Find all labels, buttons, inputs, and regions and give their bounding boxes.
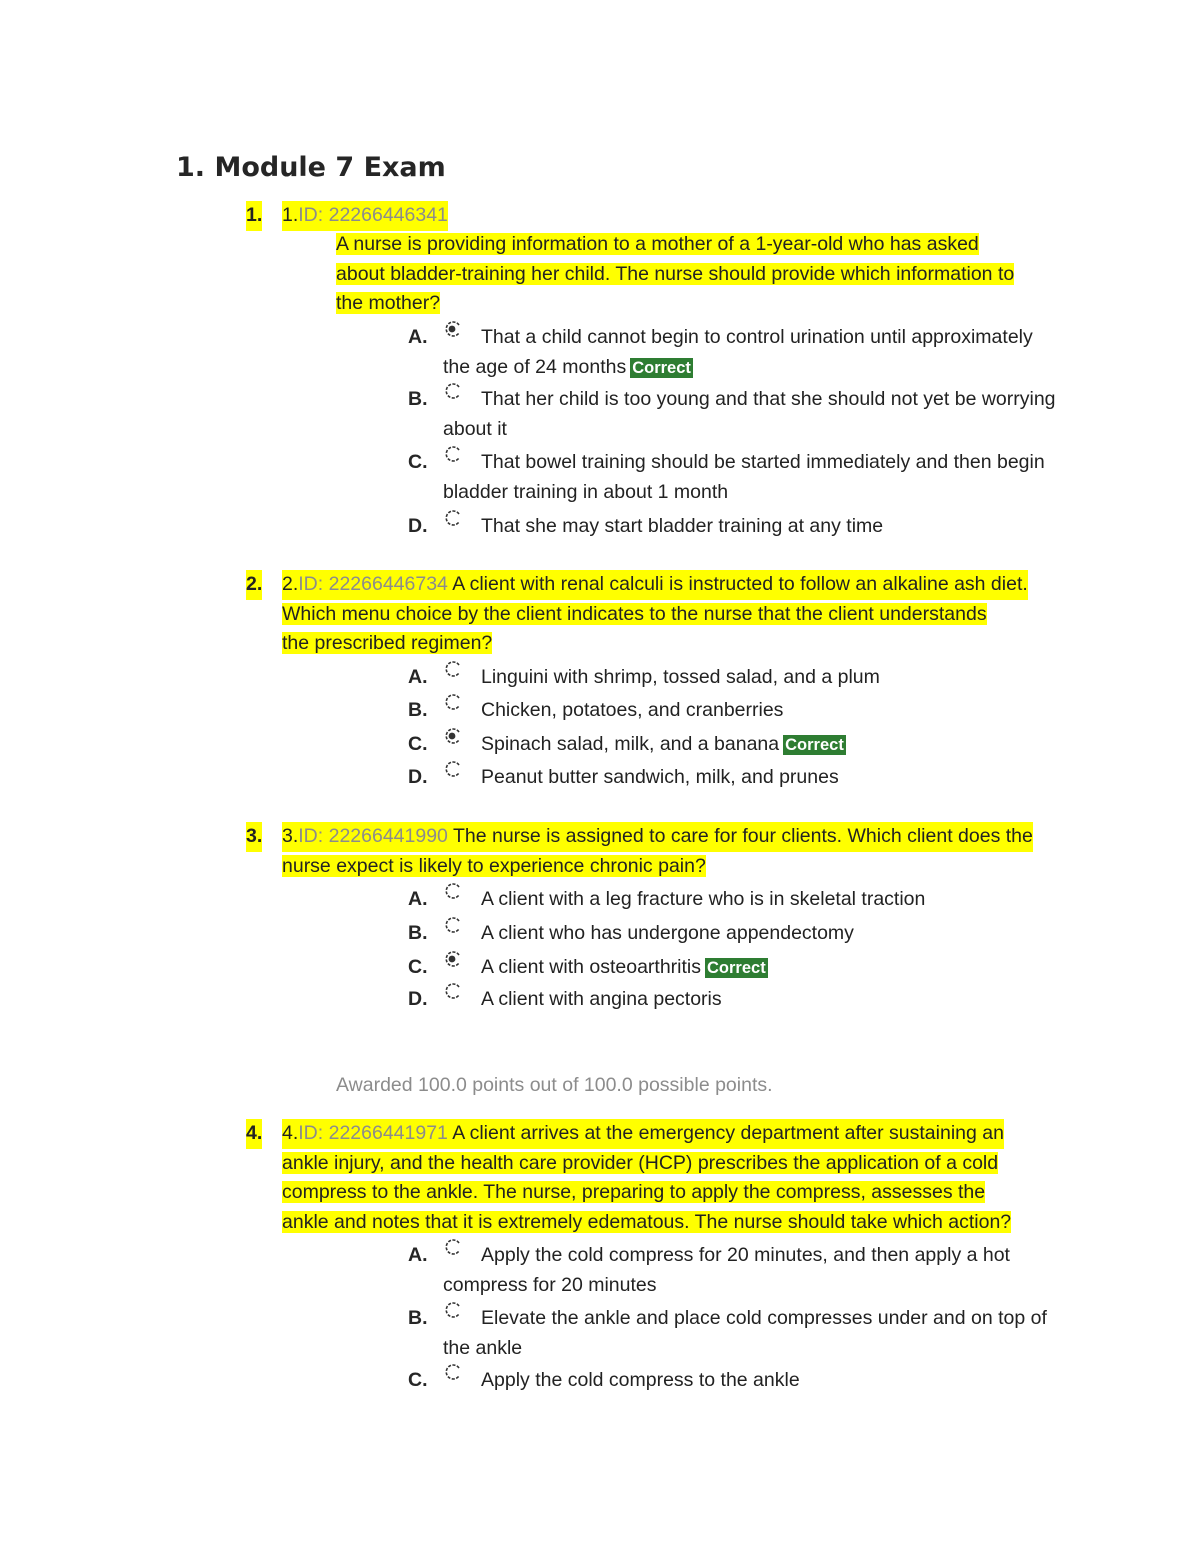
awarded-points: Awarded 100.0 points out of 100.0 possible points. xyxy=(336,1074,773,1096)
question-number: 3. xyxy=(246,822,262,852)
option-letter: A. xyxy=(408,666,428,688)
option-letter: D. xyxy=(408,988,428,1010)
option-text-wrap xyxy=(443,919,1063,949)
option-text: A client with a leg fracture who is in skeletal traction xyxy=(481,888,926,910)
question-id-line xyxy=(282,1119,1004,1149)
option-text-wrap xyxy=(443,985,1063,1015)
correct-badge: Correct xyxy=(785,736,844,754)
option-text-wrap xyxy=(443,1304,1063,1363)
option-text-wrap xyxy=(443,663,1063,693)
option-text-wrap xyxy=(443,953,1063,984)
option-text: That she may start bladder training at any time xyxy=(481,515,884,537)
question-number: 4. xyxy=(246,1119,262,1149)
question-text-line: ankle injury, and the health care provider (HCP) prescribes the application of a cold xyxy=(282,1151,999,1174)
question-id-prefix: 1. xyxy=(282,204,299,226)
option-letter: A. xyxy=(408,1244,428,1266)
question-id-prefix: 3. xyxy=(282,825,299,847)
question-id: ID: 22266441990 xyxy=(298,825,448,847)
question-text-first: A client with renal calculi is instructed to follow an alkaline ash diet. xyxy=(447,573,1028,595)
question-id-line xyxy=(282,570,1028,600)
question-id: ID: 22266446341 xyxy=(298,204,448,226)
option-text-wrap xyxy=(443,1366,1063,1396)
option-text: Peanut butter sandwich, milk, and prunes xyxy=(481,766,839,788)
question-id-line xyxy=(282,822,1033,852)
correct-badge: Correct xyxy=(707,959,766,977)
option-letter: D. xyxy=(408,515,428,537)
option-letter: B. xyxy=(408,1307,428,1329)
question-text-line: the prescribed regimen? xyxy=(282,632,493,654)
question-text-line: Which menu choice by the client indicates to the nurse that the client understands xyxy=(282,602,987,625)
option-letter: C. xyxy=(408,451,428,473)
question-number: 1. xyxy=(246,201,262,231)
option-text-wrap xyxy=(443,385,1063,444)
title-text: Module 7 Exam xyxy=(214,152,446,183)
option-text: Apply the cold compress to the ankle xyxy=(481,1369,800,1391)
title-number: 1. xyxy=(176,152,206,183)
option-text: Spinach salad, milk, and a banana xyxy=(481,733,780,755)
option-text-wrap xyxy=(443,448,1063,507)
option-text: Chicken, potatoes, and cranberries xyxy=(481,699,784,721)
option-letter: B. xyxy=(408,922,428,944)
question-text-line: compress to the ankle. The nurse, preparing to apply the compress, assesses the xyxy=(282,1181,986,1203)
option-text-wrap xyxy=(443,512,1063,542)
option-text-wrap xyxy=(443,730,1063,761)
option-letter: B. xyxy=(408,699,428,721)
option-text-wrap xyxy=(443,885,1063,915)
option-text: A client with osteoarthritis xyxy=(481,956,702,978)
correct-badge: Correct xyxy=(632,358,691,377)
page-title xyxy=(176,152,446,183)
option-text-wrap xyxy=(443,763,1063,793)
question-text-line: ankle and notes that it is extremely edematous. The nurse should take which action? xyxy=(282,1210,1012,1233)
option-letter: C. xyxy=(408,956,428,978)
question-id: ID: 22266441971 xyxy=(298,1122,448,1144)
question-text-first: A client arrives at the emergency department after sustaining an xyxy=(447,1122,1004,1144)
option-letter: A. xyxy=(408,888,428,910)
question-text-line: about bladder-training her child. The nurse should provide which information to xyxy=(336,262,1015,285)
question-text-line: nurse expect is likely to experience chronic pain? xyxy=(282,854,706,877)
option-letter: C. xyxy=(408,733,428,755)
question-id-line xyxy=(282,201,448,231)
question-text-first: The nurse is assigned to care for four clients. Which client does the xyxy=(447,825,1033,847)
option-text-wrap xyxy=(443,1241,1063,1300)
option-letter: B. xyxy=(408,388,428,410)
option-text-wrap xyxy=(443,323,1063,383)
option-text: A client with angina pectoris xyxy=(481,988,722,1010)
option-letter: A. xyxy=(408,326,428,348)
option-text: A client who has undergone appendectomy xyxy=(481,922,854,944)
option-text: That a child cannot begin to control urination until approximately the age of 24 months xyxy=(443,326,1033,378)
question-number: 2. xyxy=(246,570,262,600)
question-id: ID: 22266446734 xyxy=(298,573,448,595)
question-id-prefix: 2. xyxy=(282,573,299,595)
option-letter: D. xyxy=(408,766,428,788)
option-text: Linguini with shrimp, tossed salad, and a plum xyxy=(481,666,880,688)
question-text-line: A nurse is providing information to a mother of a 1-year-old who has asked xyxy=(336,233,979,255)
option-text: That bowel training should be started immediately and then begin bladder training in about 1 month xyxy=(443,451,1045,503)
option-text: Elevate the ankle and place cold compresses under and on top of the ankle xyxy=(443,1307,1047,1359)
question-text-line: the mother? xyxy=(336,292,441,314)
option-letter: C. xyxy=(408,1369,428,1391)
option-text: Apply the cold compress for 20 minutes, and then apply a hot compress for 20 minutes xyxy=(443,1244,1010,1296)
question-id-prefix: 4. xyxy=(282,1122,299,1144)
option-text-wrap xyxy=(443,696,1063,726)
option-text: That her child is too young and that she should not yet be worrying about it xyxy=(443,388,1056,440)
